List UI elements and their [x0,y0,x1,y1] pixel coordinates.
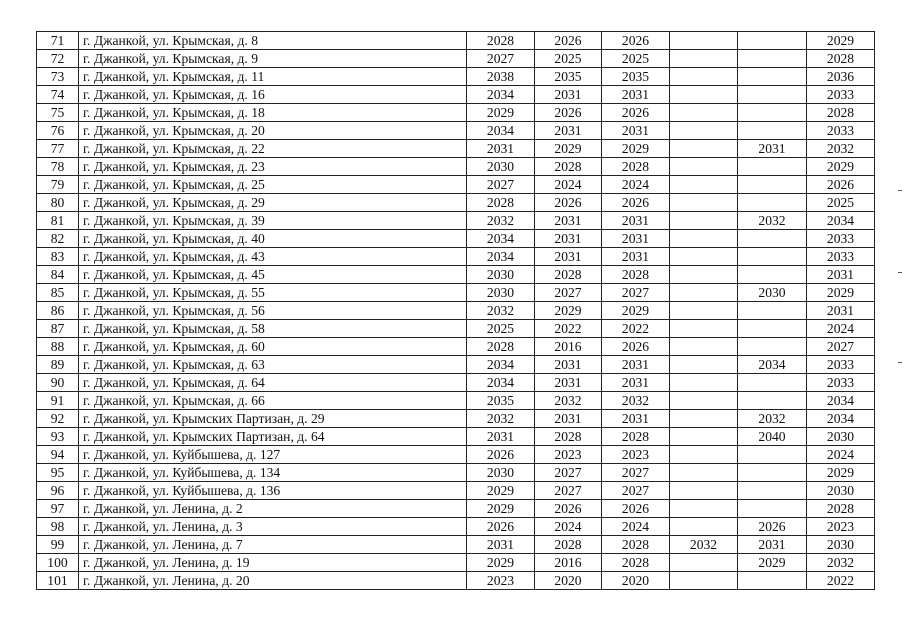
year-cell-col5: 2028 [602,536,670,554]
year-cell-col3: 2028 [467,32,535,50]
year-cell-col3: 2030 [467,266,535,284]
row-number-cell: 90 [37,374,79,392]
table-row [37,428,875,446]
row-number-cell: 87 [37,320,79,338]
table-row [37,86,875,104]
row-number-cell: 97 [37,500,79,518]
address-cell: г. Джанкой, ул. Крымская, д. 66 [79,392,467,410]
year-cell-col4: 2022 [535,320,602,338]
row-number-cell: 93 [37,428,79,446]
year-cell-col5: 2022 [602,320,670,338]
year-cell-col3: 2031 [467,428,535,446]
year-cell-col7 [738,374,807,392]
row-number-cell: 82 [37,230,79,248]
year-cell-col6 [670,68,738,86]
table-row [37,554,875,572]
address-cell: г. Джанкой, ул. Крымская, д. 22 [79,140,467,158]
year-cell-col5: 2029 [602,140,670,158]
year-cell-col7 [738,248,807,266]
year-cell-col4: 2029 [535,140,602,158]
year-cell-col7 [738,176,807,194]
address-cell: г. Джанкой, ул. Куйбышева, д. 127 [79,446,467,464]
year-cell-col6 [670,428,738,446]
table-row [37,464,875,482]
year-cell-col5: 2031 [602,86,670,104]
row-number-cell: 85 [37,284,79,302]
year-cell-col3: 2029 [467,554,535,572]
year-cell-col8: 2028 [807,50,875,68]
year-cell-col4: 2024 [535,176,602,194]
year-cell-col7 [738,194,807,212]
year-cell-col4: 2027 [535,464,602,482]
year-cell-col4: 2031 [535,248,602,266]
year-cell-col4: 2025 [535,50,602,68]
year-cell-col5: 2028 [602,266,670,284]
year-cell-col8: 2032 [807,140,875,158]
address-cell: г. Джанкой, ул. Крымских Партизан, д. 29 [79,410,467,428]
year-cell-col8: 2034 [807,392,875,410]
year-cell-col6 [670,86,738,104]
scan-edge-mark [898,362,902,363]
row-number-cell: 99 [37,536,79,554]
table-row [37,158,875,176]
row-number-cell: 84 [37,266,79,284]
year-cell-col5: 2024 [602,518,670,536]
table-row [37,122,875,140]
year-cell-col4: 2027 [535,284,602,302]
year-cell-col6 [670,302,738,320]
address-cell: г. Джанкой, ул. Ленина, д. 19 [79,554,467,572]
year-cell-col7 [738,68,807,86]
table-row [37,338,875,356]
year-cell-col3: 2032 [467,410,535,428]
year-cell-col4: 2029 [535,302,602,320]
year-cell-col6 [670,122,738,140]
year-cell-col8: 2030 [807,428,875,446]
year-cell-col8: 2029 [807,284,875,302]
year-cell-col3: 2025 [467,320,535,338]
year-cell-col4: 2028 [535,266,602,284]
year-cell-col4: 2031 [535,230,602,248]
year-cell-col7: 2031 [738,536,807,554]
year-cell-col5: 2035 [602,68,670,86]
year-cell-col4: 2023 [535,446,602,464]
table-row [37,500,875,518]
year-cell-col4: 2016 [535,554,602,572]
year-cell-col4: 2035 [535,68,602,86]
address-cell: г. Джанкой, ул. Крымская, д. 55 [79,284,467,302]
year-cell-col3: 2034 [467,86,535,104]
year-cell-col6 [670,356,738,374]
year-cell-col3: 2031 [467,140,535,158]
year-cell-col7: 2032 [738,410,807,428]
year-cell-col7 [738,86,807,104]
address-cell: г. Джанкой, ул. Ленина, д. 7 [79,536,467,554]
address-cell: г. Джанкой, ул. Крымская, д. 45 [79,266,467,284]
year-cell-col7 [738,50,807,68]
table-row [37,248,875,266]
year-cell-col6 [670,464,738,482]
year-cell-col5: 2031 [602,230,670,248]
table-row [37,32,875,50]
year-cell-col6 [670,446,738,464]
year-cell-col5: 2023 [602,446,670,464]
year-cell-col7 [738,230,807,248]
year-cell-col8: 2032 [807,554,875,572]
row-number-cell: 73 [37,68,79,86]
table-row [37,374,875,392]
year-cell-col6 [670,482,738,500]
table-row [37,302,875,320]
year-cell-col6: 2032 [670,536,738,554]
year-cell-col3: 2034 [467,248,535,266]
year-cell-col8: 2031 [807,302,875,320]
year-cell-col3: 2026 [467,446,535,464]
year-cell-col5: 2031 [602,356,670,374]
address-cell: г. Джанкой, ул. Крымская, д. 60 [79,338,467,356]
table-row [37,176,875,194]
address-cell: г. Джанкой, ул. Крымская, д. 56 [79,302,467,320]
year-cell-col3: 2034 [467,356,535,374]
address-cell: г. Джанкой, ул. Куйбышева, д. 134 [79,464,467,482]
address-cell: г. Джанкой, ул. Крымская, д. 63 [79,356,467,374]
table-row [37,410,875,428]
year-cell-col7 [738,158,807,176]
year-cell-col3: 2027 [467,176,535,194]
year-cell-col8: 2024 [807,446,875,464]
year-cell-col6 [670,212,738,230]
scan-edge-mark [898,272,902,273]
year-cell-col3: 2038 [467,68,535,86]
table-row [37,194,875,212]
year-cell-col8: 2033 [807,86,875,104]
row-number-cell: 92 [37,410,79,428]
year-cell-col4: 2027 [535,482,602,500]
address-cell: г. Джанкой, ул. Крымская, д. 23 [79,158,467,176]
year-cell-col3: 2034 [467,230,535,248]
year-cell-col7 [738,302,807,320]
year-cell-col5: 2027 [602,464,670,482]
row-number-cell: 81 [37,212,79,230]
row-number-cell: 75 [37,104,79,122]
row-number-cell: 89 [37,356,79,374]
year-cell-col4: 2028 [535,158,602,176]
year-cell-col7 [738,392,807,410]
year-cell-col3: 2032 [467,302,535,320]
year-cell-col8: 2033 [807,374,875,392]
year-cell-col7 [738,320,807,338]
year-cell-col5: 2025 [602,50,670,68]
year-cell-col3: 2035 [467,392,535,410]
year-cell-col7 [738,338,807,356]
year-cell-col6 [670,392,738,410]
table-row [37,284,875,302]
year-cell-col6 [670,194,738,212]
table-row [37,320,875,338]
year-cell-col5: 2028 [602,158,670,176]
address-cell: г. Джанкой, ул. Куйбышева, д. 136 [79,482,467,500]
year-cell-col8: 2027 [807,338,875,356]
year-cell-col6 [670,32,738,50]
year-cell-col3: 2027 [467,50,535,68]
year-cell-col4: 2031 [535,122,602,140]
year-cell-col4: 2026 [535,500,602,518]
year-cell-col4: 2016 [535,338,602,356]
row-number-cell: 74 [37,86,79,104]
year-cell-col8: 2028 [807,500,875,518]
row-number-cell: 71 [37,32,79,50]
row-number-cell: 86 [37,302,79,320]
year-cell-col8: 2034 [807,212,875,230]
year-cell-col5: 2026 [602,104,670,122]
year-cell-col3: 2028 [467,194,535,212]
year-cell-col6 [670,554,738,572]
year-cell-col5: 2026 [602,338,670,356]
row-number-cell: 76 [37,122,79,140]
year-cell-col4: 2028 [535,428,602,446]
year-cell-col7: 2026 [738,518,807,536]
year-cell-col6 [670,572,738,590]
year-cell-col8: 2023 [807,518,875,536]
year-cell-col6 [670,518,738,536]
year-cell-col5: 2028 [602,428,670,446]
year-cell-col3: 2030 [467,158,535,176]
year-cell-col6 [670,230,738,248]
row-number-cell: 72 [37,50,79,68]
year-cell-col3: 2031 [467,536,535,554]
year-cell-col3: 2030 [467,464,535,482]
year-cell-col6 [670,410,738,428]
row-number-cell: 94 [37,446,79,464]
year-cell-col3: 2023 [467,572,535,590]
year-cell-col5: 2032 [602,392,670,410]
year-cell-col5: 2031 [602,248,670,266]
year-cell-col6 [670,320,738,338]
table-row [37,68,875,86]
table-body [37,32,875,590]
year-cell-col5: 2027 [602,482,670,500]
year-cell-col6 [670,338,738,356]
year-cell-col7 [738,104,807,122]
year-cell-col5: 2026 [602,500,670,518]
year-cell-col7 [738,500,807,518]
year-cell-col7 [738,266,807,284]
year-cell-col6 [670,158,738,176]
year-cell-col3: 2034 [467,122,535,140]
year-cell-col7 [738,572,807,590]
year-cell-col3: 2032 [467,212,535,230]
year-cell-col8: 2029 [807,32,875,50]
year-cell-col6 [670,284,738,302]
row-number-cell: 80 [37,194,79,212]
year-cell-col7 [738,482,807,500]
year-cell-col8: 2036 [807,68,875,86]
address-cell: г. Джанкой, ул. Ленина, д. 2 [79,500,467,518]
year-cell-col8: 2026 [807,176,875,194]
year-cell-col8: 2025 [807,194,875,212]
year-cell-col7 [738,464,807,482]
year-cell-col4: 2031 [535,212,602,230]
year-cell-col6 [670,140,738,158]
year-cell-col5: 2029 [602,302,670,320]
year-cell-col3: 2034 [467,374,535,392]
address-cell: г. Джанкой, ул. Крымская, д. 40 [79,230,467,248]
year-cell-col4: 2024 [535,518,602,536]
row-number-cell: 78 [37,158,79,176]
year-cell-col5: 2028 [602,554,670,572]
row-number-cell: 77 [37,140,79,158]
row-number-cell: 98 [37,518,79,536]
table-row [37,356,875,374]
year-cell-col7 [738,32,807,50]
row-number-cell: 101 [37,572,79,590]
year-cell-col4: 2020 [535,572,602,590]
row-number-cell: 91 [37,392,79,410]
year-cell-col8: 2022 [807,572,875,590]
year-cell-col8: 2024 [807,320,875,338]
year-cell-col8: 2033 [807,248,875,266]
year-cell-col7: 2030 [738,284,807,302]
address-cell: г. Джанкой, ул. Крымская, д. 58 [79,320,467,338]
year-cell-col5: 2026 [602,194,670,212]
address-cell: г. Джанкой, ул. Крымская, д. 64 [79,374,467,392]
address-cell: г. Джанкой, ул. Крымская, д. 39 [79,212,467,230]
year-cell-col4: 2031 [535,374,602,392]
year-cell-col8: 2031 [807,266,875,284]
year-cell-col5: 2024 [602,176,670,194]
table-row [37,536,875,554]
table-row [37,446,875,464]
year-cell-col5: 2020 [602,572,670,590]
year-cell-col8: 2033 [807,230,875,248]
table-row [37,104,875,122]
year-cell-col3: 2029 [467,104,535,122]
year-cell-col4: 2028 [535,536,602,554]
table-row [37,266,875,284]
year-cell-col8: 2028 [807,104,875,122]
year-cell-col5: 2031 [602,212,670,230]
row-number-cell: 96 [37,482,79,500]
table-row [37,230,875,248]
year-cell-col8: 2030 [807,482,875,500]
year-cell-col6 [670,500,738,518]
year-cell-col8: 2029 [807,158,875,176]
table-row [37,518,875,536]
address-cell: г. Джанкой, ул. Крымская, д. 11 [79,68,467,86]
address-cell: г. Джанкой, ул. Крымская, д. 29 [79,194,467,212]
year-cell-col4: 2026 [535,104,602,122]
year-cell-col6 [670,248,738,266]
year-cell-col6 [670,374,738,392]
address-cell: г. Джанкой, ул. Крымская, д. 20 [79,122,467,140]
year-cell-col6 [670,104,738,122]
year-cell-col8: 2029 [807,464,875,482]
row-number-cell: 88 [37,338,79,356]
year-cell-col3: 2029 [467,482,535,500]
address-cell: г. Джанкой, ул. Ленина, д. 20 [79,572,467,590]
year-cell-col4: 2026 [535,32,602,50]
year-cell-col4: 2031 [535,356,602,374]
year-cell-col5: 2027 [602,284,670,302]
row-number-cell: 95 [37,464,79,482]
year-cell-col8: 2033 [807,356,875,374]
address-cell: г. Джанкой, ул. Крымская, д. 16 [79,86,467,104]
year-cell-col7 [738,122,807,140]
year-cell-col3: 2029 [467,500,535,518]
year-cell-col3: 2028 [467,338,535,356]
table-row [37,482,875,500]
address-cell: г. Джанкой, ул. Крымская, д. 25 [79,176,467,194]
year-cell-col5: 2026 [602,32,670,50]
year-cell-col6 [670,176,738,194]
year-cell-col6 [670,266,738,284]
address-cell: г. Джанкой, ул. Крымская, д. 43 [79,248,467,266]
row-number-cell: 83 [37,248,79,266]
year-cell-col7: 2032 [738,212,807,230]
year-cell-col7 [738,446,807,464]
address-cell: г. Джанкой, ул. Крымских Партизан, д. 64 [79,428,467,446]
row-number-cell: 79 [37,176,79,194]
year-cell-col4: 2031 [535,410,602,428]
table-row [37,140,875,158]
year-cell-col4: 2031 [535,86,602,104]
year-cell-col5: 2031 [602,374,670,392]
year-cell-col4: 2026 [535,194,602,212]
year-cell-col7: 2034 [738,356,807,374]
house-repair-schedule-table [36,31,875,590]
year-cell-col8: 2034 [807,410,875,428]
year-cell-col5: 2031 [602,122,670,140]
row-number-cell: 100 [37,554,79,572]
year-cell-col3: 2026 [467,518,535,536]
year-cell-col7: 2029 [738,554,807,572]
address-cell: г. Джанкой, ул. Крымская, д. 9 [79,50,467,68]
table-row [37,572,875,590]
table-row [37,392,875,410]
year-cell-col8: 2030 [807,536,875,554]
year-cell-col6 [670,50,738,68]
scan-edge-mark [898,190,902,191]
year-cell-col5: 2031 [602,410,670,428]
table-row [37,50,875,68]
year-cell-col7: 2031 [738,140,807,158]
address-cell: г. Джанкой, ул. Крымская, д. 18 [79,104,467,122]
year-cell-col7: 2040 [738,428,807,446]
table-row [37,212,875,230]
year-cell-col3: 2030 [467,284,535,302]
year-cell-col4: 2032 [535,392,602,410]
address-cell: г. Джанкой, ул. Крымская, д. 8 [79,32,467,50]
year-cell-col8: 2033 [807,122,875,140]
address-cell: г. Джанкой, ул. Ленина, д. 3 [79,518,467,536]
